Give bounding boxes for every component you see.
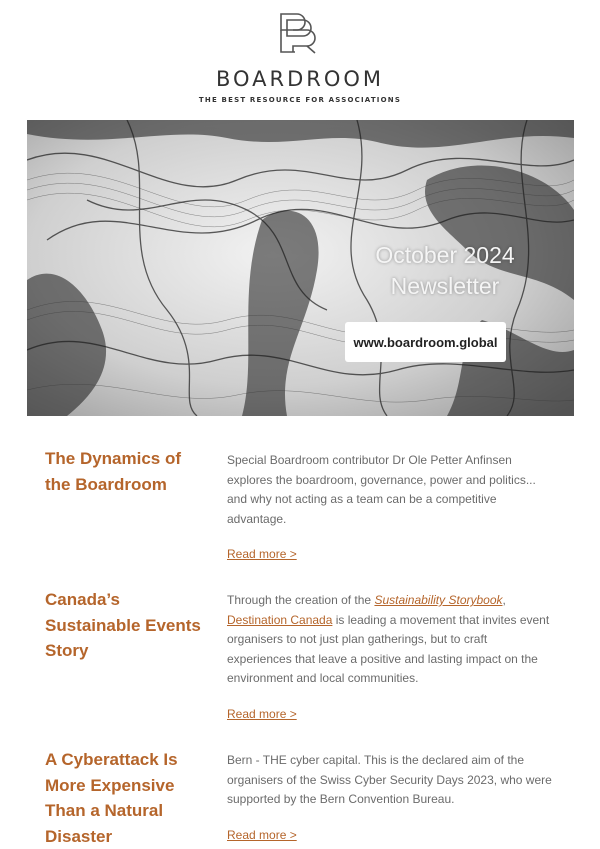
article-summary: Special Boardroom contributor Dr Ole Petter Anfinsen explores the boardroom, governance, power and politics... and why not acting as a team can be a competitive advantage. <box>227 453 536 526</box>
article-canada <box>0 587 600 727</box>
brand-tagline: THE BEST RESOURCE FOR ASSOCIATIONS <box>198 96 402 104</box>
article-cyberattack <box>0 747 600 849</box>
hero-title-line2: Newsletter <box>390 273 500 299</box>
hero-banner <box>27 120 574 416</box>
brand-name: BOARDROOM <box>215 67 385 91</box>
article-title[interactable]: A Cyberattack Is More Expensive Than a Natural Disaster <box>45 750 178 846</box>
boardroom-monogram-icon <box>277 12 325 54</box>
destination-canada-link[interactable]: Destination Canada <box>227 612 333 627</box>
read-more-link[interactable]: Read more > <box>227 547 297 561</box>
article-title[interactable]: Canada’s Sustainable Events Story <box>45 590 201 660</box>
summary-text: , <box>502 593 506 607</box>
read-more-link[interactable]: Read more > <box>227 828 297 842</box>
hero-title-line1: October 2024 <box>375 242 515 268</box>
header <box>0 0 600 118</box>
article-title[interactable]: The Dynamics of the Boardroom <box>45 449 182 494</box>
article-summary: Bern - THE cyber capital. This is the declared aim of the organisers of the Swiss Cyber Security Days 2023, who were supported by the Bern Convention Bureau. <box>227 753 552 807</box>
hero-title <box>345 240 545 302</box>
summary-text: Through the creation of the <box>227 593 375 607</box>
article-dynamics <box>0 446 600 576</box>
summary-text: is leading a movement that invites event organisers to not just plan gatherings, but to craft experiences that leave a positive and lasting impact on the environment and local communities. <box>227 612 550 686</box>
website-link-button[interactable]: www.boardroom.global <box>345 322 506 362</box>
read-more-link[interactable]: Read more > <box>227 707 297 721</box>
article-summary <box>227 591 552 689</box>
sustainability-storybook-link[interactable]: Sustainability Storybook <box>374 593 503 607</box>
